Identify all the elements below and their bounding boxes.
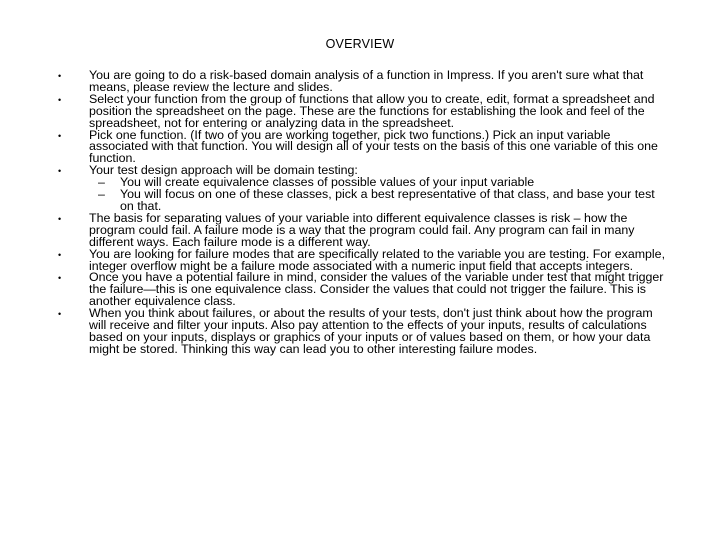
- bullet-text: Pick one function. (If two of you are working together, pick two functions.) Pick an input variable associated with that function. You will design all of your tests on the basis of this one variable of this one function.: [89, 127, 658, 166]
- bullet-item: [58, 91, 668, 130]
- bullet-text: You are looking for failure modes that are specifically related to the variable you are testing. For example, integer overflow might be a failure mode associated with a numeric input field that accepts integers.: [89, 246, 666, 273]
- bullet-icon: •: [58, 309, 62, 320]
- bullet-icon: •: [58, 249, 62, 260]
- bullet-item: [58, 308, 668, 356]
- bullet-item: [58, 165, 668, 213]
- bullet-text: Your test design approach will be domain testing:: [89, 163, 358, 178]
- bullet-item: [58, 210, 668, 249]
- bullet-text: Select your function from the group of functions that allow you to create, edit, format a spreadsheet and position the spreadsheet on the page. These are the functions for establishing the look and feel of the spreadsheet, not for entering or analyzing data in the spreadsheet.: [89, 91, 655, 130]
- bullet-item: [58, 272, 668, 308]
- bullet-text: When you think about failures, or about the results of your tests, don't just think about how the program will receive and filter your inputs. Also pay attention to the effects of your inputs, results of calculations based on your inputs, displays or graphics of your inputs or of values based on them, or how your data might be stored. Thinking this way can lead you to other interesting failure modes.: [89, 306, 653, 356]
- slide-title: OVERVIEW: [325, 37, 395, 51]
- bullet-icon: •: [58, 71, 62, 81]
- sub-bullet-text: You will focus on one of these classes, pick a best representative of that class, and base your test on that.: [120, 187, 655, 213]
- bullet-text: Once you have a potential failure in mind, consider the values of the variable under test that might trigger the failure—this is one equivalence class. Consider the values that could not trigger the failure. This is another equivalence class.: [89, 270, 664, 309]
- dash-icon: –: [98, 187, 105, 202]
- bullet-text: You are going to do a risk-based domain analysis of a function in Impress. If you aren't sure what that means, please review the lecture and slides.: [89, 68, 644, 94]
- bullet-item: [58, 127, 668, 166]
- bullet-icon: •: [58, 166, 62, 177]
- bullet-text: The basis for separating values of your variable into different equivalence classes is risk – how the program could fail. A failure mode is a way that the program could fail. Any program can fail in many different ways. Each failure mode is a different way.: [89, 210, 635, 249]
- bullet-item: [58, 70, 668, 94]
- dash-icon: –: [98, 175, 105, 190]
- sub-bullet-list: [89, 177, 668, 213]
- bullet-item: [58, 246, 668, 273]
- sub-bullet-item: [89, 189, 668, 213]
- bullet-icon: •: [58, 273, 62, 284]
- bullet-icon: •: [58, 130, 62, 141]
- bullet-list: [58, 70, 668, 356]
- sub-bullet-text: You will create equivalence classes of possible values of your input variable: [120, 175, 535, 190]
- bullet-icon: •: [58, 213, 62, 224]
- bullet-icon: •: [58, 94, 62, 105]
